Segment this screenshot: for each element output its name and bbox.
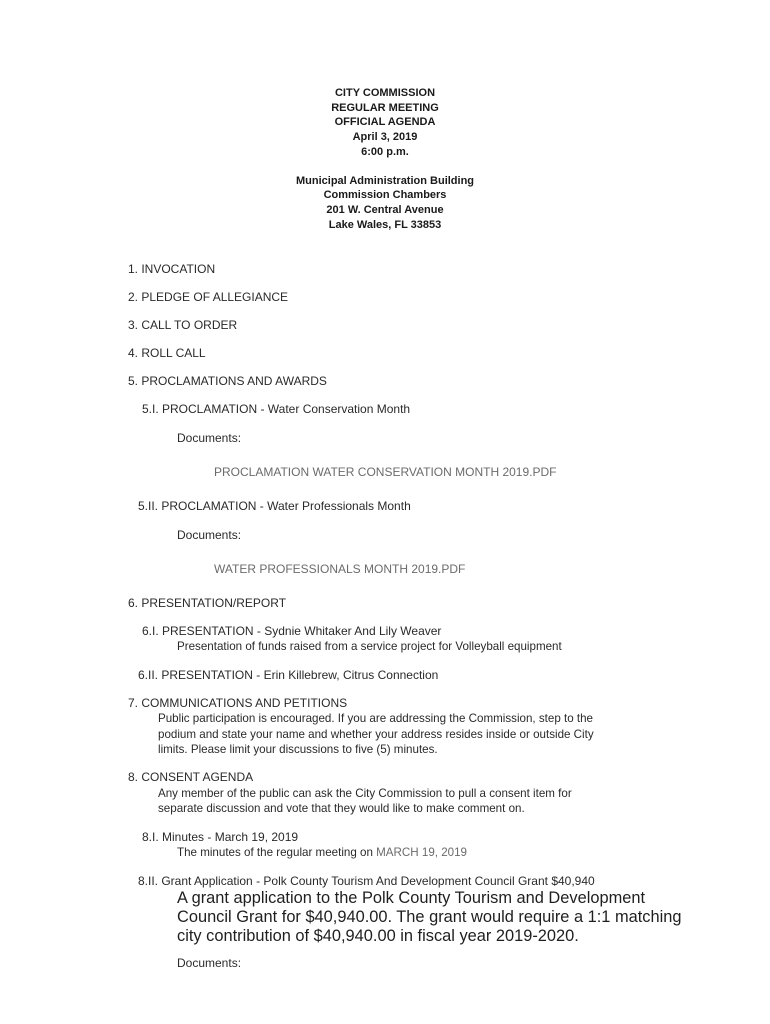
minutes-description-text: The minutes of the regular meeting on xyxy=(177,846,377,859)
venue-building: Municipal Administration Building xyxy=(295,175,475,187)
subitem-grant-application: 8.II. Grant Application - Polk County Tourism And Development Council Grant $40,940 xyxy=(138,874,595,888)
agenda-item-presentation-report: 6. PRESENTATION/REPORT xyxy=(128,596,287,610)
communications-text-line: Public participation is encouraged. If you are addressing the Commission, step to the xyxy=(158,712,594,725)
minutes-link[interactable]: MARCH 19, 2019 xyxy=(376,846,467,859)
subitem-minutes: 8.I. Minutes - March 19, 2019 xyxy=(142,830,299,844)
communications-text-line: limits. Please limit your discussions to five (5) minutes. xyxy=(158,743,438,756)
consent-text-line: Any member of the public can ask the City Commission to pull a consent item for xyxy=(158,787,572,800)
subitem-presentation-killebrew: 6.II. PRESENTATION - Erin Killebrew, Citrus Connection xyxy=(138,668,439,682)
agenda-item-proclamations: 5. PROCLAMATIONS AND AWARDS xyxy=(128,374,327,388)
agenda-item-roll-call: 4. ROLL CALL xyxy=(128,346,206,360)
agenda-title: CITY COMMISSION xyxy=(334,87,436,99)
document-link-water-professionals[interactable]: WATER PROFESSIONALS MONTH 2019.PDF xyxy=(214,562,466,576)
documents-label: Documents: xyxy=(177,431,242,445)
communications-text-line: podium and state your name and whether your address resides inside or outside City xyxy=(158,728,594,741)
agenda-item-call-to-order: 3. CALL TO ORDER xyxy=(128,318,238,332)
agenda-item-communications: 7. COMMUNICATIONS AND PETITIONS xyxy=(128,696,348,710)
agenda-item-consent: 8. CONSENT AGENDA xyxy=(128,770,254,784)
subitem-water-conservation: 5.I. PROCLAMATION - Water Conservation Month xyxy=(142,402,411,416)
agenda-item-pledge: 2. PLEDGE OF ALLEGIANCE xyxy=(128,290,289,304)
consent-text-line: separate discussion and vote that they would like to make comment on. xyxy=(158,802,525,815)
venue-city: Lake Wales, FL 33853 xyxy=(328,219,442,231)
document-link-water-conservation[interactable]: PROCLAMATION WATER CONSERVATION MONTH 2019.PDF xyxy=(214,465,557,479)
minutes-description xyxy=(177,845,467,861)
grant-description-line: city contribution of $40,940.00 in fiscal year 2019-2020. xyxy=(177,927,579,945)
meeting-type: REGULAR MEETING xyxy=(331,102,439,114)
documents-label: Documents: xyxy=(177,528,242,542)
documents-label: Documents: xyxy=(177,956,242,970)
grant-description-line: A grant application to the Polk County Tourism and Development xyxy=(177,889,646,907)
subitem-presentation-whitaker-weaver: 6.I. PRESENTATION - Sydnie Whitaker And Lily Weaver xyxy=(142,624,442,638)
meeting-date: April 3, 2019 xyxy=(352,131,418,143)
agenda-type: OFFICIAL AGENDA xyxy=(334,116,436,128)
meeting-time: 6:00 p.m. xyxy=(361,146,409,158)
venue-address: 201 W. Central Avenue xyxy=(326,204,444,216)
agenda-item-invocation: 1. INVOCATION xyxy=(128,262,216,276)
subitem-description: Presentation of funds raised from a service project for Volleyball equipment xyxy=(177,640,562,653)
grant-description-line: Council Grant for $40,940.00. The grant would require a 1:1 matching xyxy=(177,908,682,926)
venue-room: Commission Chambers xyxy=(323,189,447,201)
subitem-water-professionals: 5.II. PROCLAMATION - Water Professionals Month xyxy=(138,499,411,513)
